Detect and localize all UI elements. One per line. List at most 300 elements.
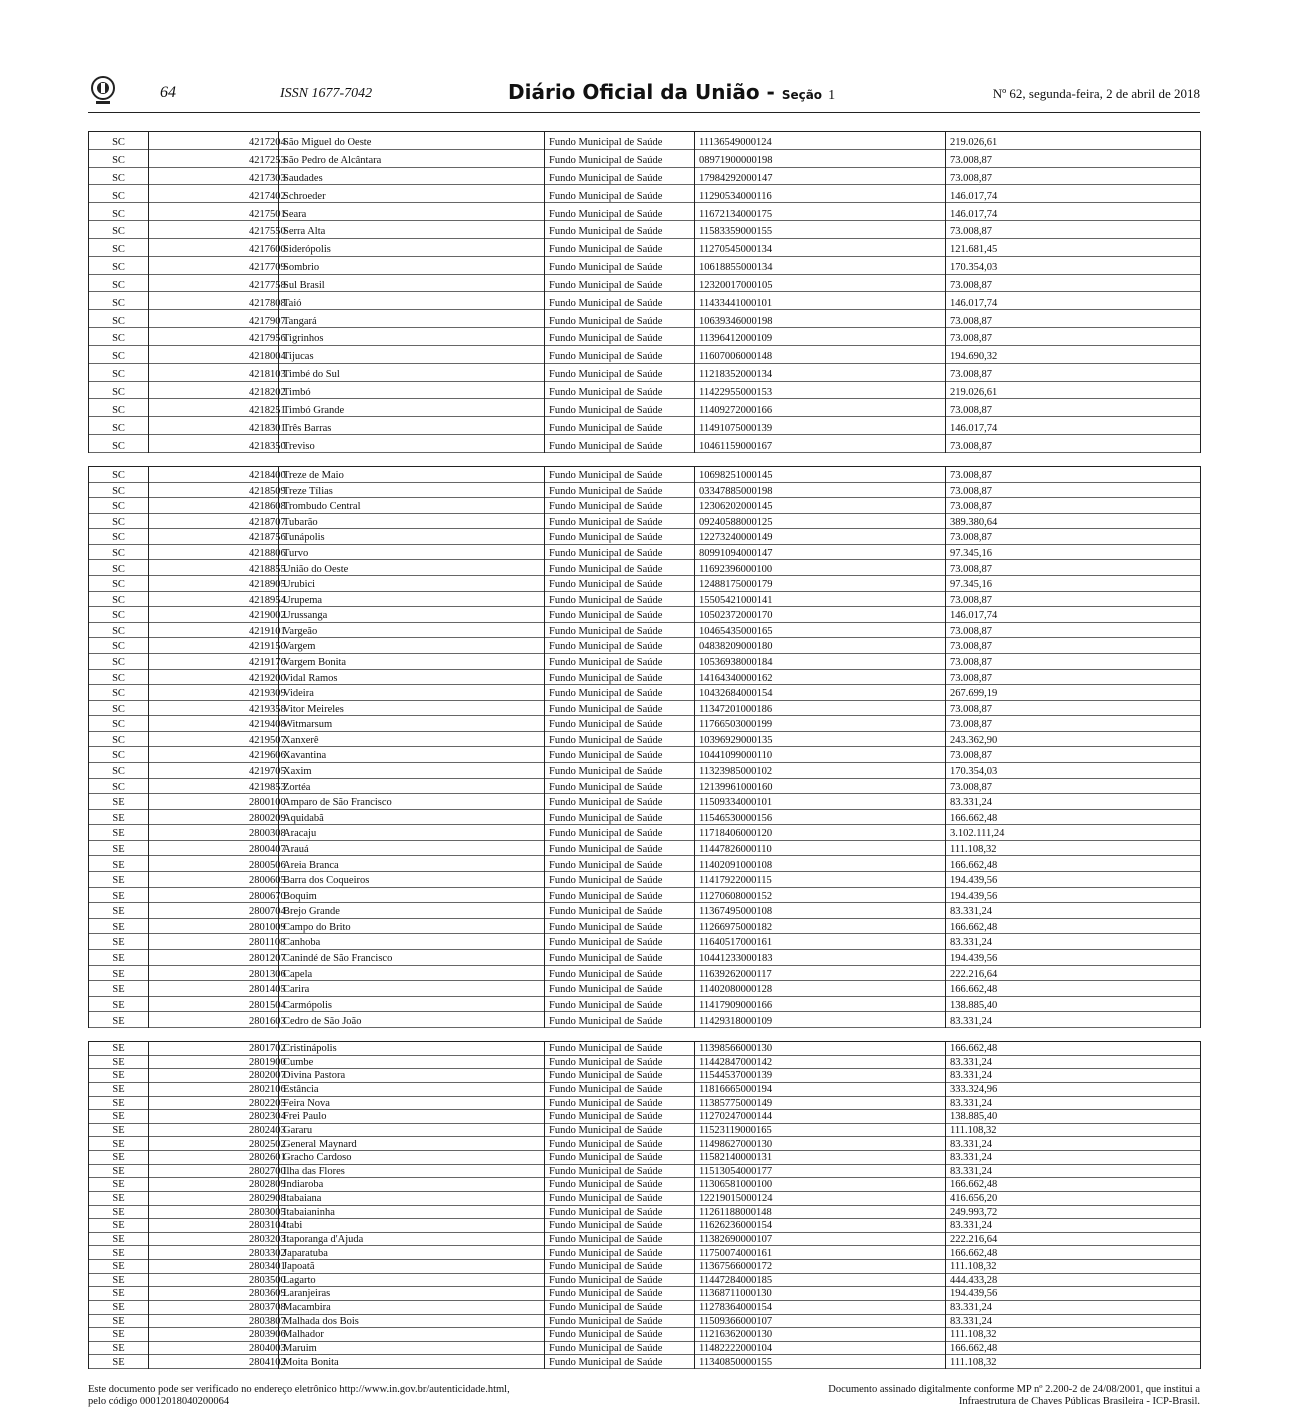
fund-name-cell: Fundo Municipal de Saúde [545, 669, 695, 685]
ibge-code-cell: 4219507 [149, 731, 279, 747]
amount-cell: 73.008,87 [946, 529, 1201, 545]
ibge-code-cell: 4218004 [149, 345, 279, 363]
cnpj-cell: 11491075000139 [695, 417, 946, 435]
amount-cell: 194.439,56 [946, 1287, 1201, 1301]
municipality-cell: Urubici [279, 576, 545, 592]
fund-name-cell: Fundo Municipal de Saúde [545, 903, 695, 919]
amount-cell: 138.885,40 [946, 1110, 1201, 1124]
table-row [89, 996, 1201, 1012]
fund-name-cell: Fundo Municipal de Saúde [545, 762, 695, 778]
issn: ISSN 1677-7042 [280, 86, 373, 101]
cnpj-cell: 11385775000149 [695, 1096, 946, 1110]
table-row [89, 1273, 1201, 1287]
uf-cell: SE [89, 981, 149, 997]
cnpj-cell: 11417909000166 [695, 996, 946, 1012]
municipality-cell: Seara [279, 203, 545, 221]
fund-name-cell: Fundo Municipal de Saúde [545, 825, 695, 841]
amount-cell: 146.017,74 [946, 607, 1201, 623]
municipality-cell: Timbó Grande [279, 399, 545, 417]
ibge-code-cell: 4217550 [149, 221, 279, 239]
municipality-cell: Tubarão [279, 513, 545, 529]
fund-name-cell: Fundo Municipal de Saúde [545, 399, 695, 417]
ibge-code-cell: 4218301 [149, 417, 279, 435]
cnpj-cell: 11816665000194 [695, 1082, 946, 1096]
municipality-cell: Arauá [279, 840, 545, 856]
cnpj-cell: 10502372000170 [695, 607, 946, 623]
municipality-cell: São Pedro de Alcântara [279, 149, 545, 167]
municipality-cell: Macambira [279, 1300, 545, 1314]
fund-name-cell: Fundo Municipal de Saúde [545, 965, 695, 981]
uf-cell: SE [89, 825, 149, 841]
municipality-cell: Xavantina [279, 747, 545, 763]
fund-name-cell: Fundo Municipal de Saúde [545, 1273, 695, 1287]
municipality-cell: Amparo de São Francisco [279, 794, 545, 810]
municipality-cell: Capela [279, 965, 545, 981]
table-row [89, 1205, 1201, 1219]
cnpj-cell: 10698251000145 [695, 467, 946, 483]
uf-cell: SC [89, 292, 149, 310]
table-row [89, 1355, 1201, 1369]
municipality-cell: Aracaju [279, 825, 545, 841]
municipality-cell: União do Oeste [279, 560, 545, 576]
ibge-code-cell: 2800209 [149, 809, 279, 825]
ibge-code-cell: 4218806 [149, 544, 279, 560]
municipality-cell: Trombudo Central [279, 498, 545, 514]
section-word: Seção [781, 88, 823, 102]
fund-name-cell: Fundo Municipal de Saúde [545, 1055, 695, 1069]
uf-cell: SE [89, 1082, 149, 1096]
ibge-code-cell: 2802403 [149, 1123, 279, 1137]
amount-cell: 73.008,87 [946, 669, 1201, 685]
amount-cell: 73.008,87 [946, 747, 1201, 763]
ibge-code-cell: 2800704 [149, 903, 279, 919]
transfer-table-2 [88, 466, 1201, 1028]
municipality-cell: Aquidabã [279, 809, 545, 825]
fund-name-cell: Fundo Municipal de Saúde [545, 274, 695, 292]
uf-cell: SE [89, 1178, 149, 1192]
table-row [89, 1055, 1201, 1069]
table-row [89, 513, 1201, 529]
transfer-table-3 [88, 1041, 1201, 1369]
amount-cell: 111.108,32 [946, 1328, 1201, 1342]
uf-cell: SE [89, 965, 149, 981]
cnpj-cell: 11672134000175 [695, 203, 946, 221]
municipality-cell: Campo do Brito [279, 918, 545, 934]
table-row [89, 221, 1201, 239]
municipality-cell: Timbé do Sul [279, 363, 545, 381]
fund-name-cell: Fundo Municipal de Saúde [545, 1205, 695, 1219]
uf-cell: SE [89, 1232, 149, 1246]
table-row [89, 381, 1201, 399]
cnpj-cell: 11583359000155 [695, 221, 946, 239]
uf-cell: SC [89, 529, 149, 545]
fund-name-cell: Fundo Municipal de Saúde [545, 1012, 695, 1028]
table-row [89, 132, 1201, 150]
ibge-code-cell: 4219358 [149, 700, 279, 716]
uf-cell: SE [89, 1260, 149, 1274]
cnpj-cell: 11447284000185 [695, 1273, 946, 1287]
amount-cell: 389.380,64 [946, 513, 1201, 529]
table-row [89, 762, 1201, 778]
cnpj-cell: 11218352000134 [695, 363, 946, 381]
cnpj-cell: 11640517000161 [695, 934, 946, 950]
amount-cell: 194.439,56 [946, 949, 1201, 965]
table-row [89, 498, 1201, 514]
ibge-code-cell: 4219176 [149, 653, 279, 669]
fund-name-cell: Fundo Municipal de Saúde [545, 1246, 695, 1260]
cnpj-cell: 11266975000182 [695, 918, 946, 934]
uf-cell: SC [89, 417, 149, 435]
table-row [89, 274, 1201, 292]
cnpj-cell: 11396412000109 [695, 328, 946, 346]
uf-cell: SE [89, 918, 149, 934]
cnpj-cell: 15505421000141 [695, 591, 946, 607]
fund-name-cell: Fundo Municipal de Saúde [545, 256, 695, 274]
municipality-cell: Turvo [279, 544, 545, 560]
uf-cell: SC [89, 381, 149, 399]
fund-name-cell: Fundo Municipal de Saúde [545, 981, 695, 997]
amount-cell: 73.008,87 [946, 399, 1201, 417]
amount-cell: 73.008,87 [946, 363, 1201, 381]
ibge-code-cell: 2800506 [149, 856, 279, 872]
fund-name-cell: Fundo Municipal de Saúde [545, 856, 695, 872]
fund-name-cell: Fundo Municipal de Saúde [545, 934, 695, 950]
cnpj-cell: 11442847000142 [695, 1055, 946, 1069]
ibge-code-cell: 4219309 [149, 685, 279, 701]
cnpj-cell: 11429318000109 [695, 1012, 946, 1028]
uf-cell: SC [89, 221, 149, 239]
uf-cell: SC [89, 653, 149, 669]
ibge-code-cell: 2803005 [149, 1205, 279, 1219]
table-row [89, 149, 1201, 167]
cnpj-cell: 10396929000135 [695, 731, 946, 747]
municipality-cell: Saudades [279, 167, 545, 185]
ibge-code-cell: 4219101 [149, 622, 279, 638]
table-row [89, 794, 1201, 810]
cnpj-cell: 11718406000120 [695, 825, 946, 841]
uf-cell: SC [89, 256, 149, 274]
ibge-code-cell: 4218400 [149, 467, 279, 483]
fund-name-cell: Fundo Municipal de Saúde [545, 132, 695, 150]
municipality-cell: Zortéa [279, 778, 545, 794]
uf-cell: SC [89, 363, 149, 381]
ibge-code-cell: 4217709 [149, 256, 279, 274]
fund-name-cell: Fundo Municipal de Saúde [545, 918, 695, 934]
ibge-code-cell: 4218855 [149, 560, 279, 576]
uf-cell: SC [89, 238, 149, 256]
ibge-code-cell: 2804003 [149, 1341, 279, 1355]
uf-cell: SC [89, 622, 149, 638]
table-row [89, 1069, 1201, 1083]
masthead-dash: - [759, 80, 782, 104]
ibge-code-cell: 4217303 [149, 167, 279, 185]
ibge-code-cell: 4217253 [149, 149, 279, 167]
uf-cell: SE [89, 809, 149, 825]
municipality-cell: Estância [279, 1082, 545, 1096]
fund-name-cell: Fundo Municipal de Saúde [545, 238, 695, 256]
fund-name-cell: Fundo Municipal de Saúde [545, 381, 695, 399]
municipality-cell: Xanxerê [279, 731, 545, 747]
cnpj-cell: 10465435000165 [695, 622, 946, 638]
table-row [89, 482, 1201, 498]
ibge-code-cell: 4218350 [149, 435, 279, 453]
fund-name-cell: Fundo Municipal de Saúde [545, 809, 695, 825]
fund-name-cell: Fundo Municipal de Saúde [545, 872, 695, 888]
amount-cell: 73.008,87 [946, 467, 1201, 483]
uf-cell: SC [89, 591, 149, 607]
municipality-cell: Canhoba [279, 934, 545, 950]
amount-cell: 166.662,48 [946, 1341, 1201, 1355]
transfer-table-1 [88, 131, 1201, 453]
amount-cell: 83.331,24 [946, 794, 1201, 810]
cnpj-cell: 11367566000172 [695, 1260, 946, 1274]
amount-cell: 111.108,32 [946, 1355, 1201, 1369]
uf-cell: SE [89, 1012, 149, 1028]
ibge-code-cell: 4218608 [149, 498, 279, 514]
amount-cell: 73.008,87 [946, 778, 1201, 794]
cnpj-cell: 11692396000100 [695, 560, 946, 576]
table-row [89, 1123, 1201, 1137]
municipality-cell: São Miguel do Oeste [279, 132, 545, 150]
fund-name-cell: Fundo Municipal de Saúde [545, 1191, 695, 1205]
cnpj-cell: 03347885000198 [695, 482, 946, 498]
municipality-cell: Tangará [279, 310, 545, 328]
ibge-code-cell: 2800670 [149, 887, 279, 903]
ibge-code-cell: 2800308 [149, 825, 279, 841]
municipality-cell: Vargem Bonita [279, 653, 545, 669]
fund-name-cell: Fundo Municipal de Saúde [545, 840, 695, 856]
uf-cell: SC [89, 185, 149, 203]
amount-cell: 83.331,24 [946, 1151, 1201, 1165]
municipality-cell: Malhada dos Bois [279, 1314, 545, 1328]
municipality-cell: Vidal Ramos [279, 669, 545, 685]
page-header [88, 80, 1200, 113]
uf-cell: SE [89, 1055, 149, 1069]
fund-name-cell: Fundo Municipal de Saúde [545, 1082, 695, 1096]
municipality-cell: Frei Paulo [279, 1110, 545, 1124]
amount-cell: 83.331,24 [946, 1012, 1201, 1028]
cnpj-cell: 11546530000156 [695, 809, 946, 825]
amount-cell: 73.008,87 [946, 638, 1201, 654]
amount-cell: 249.993,72 [946, 1205, 1201, 1219]
uf-cell: SE [89, 1096, 149, 1110]
table-row [89, 1191, 1201, 1205]
ibge-code-cell: 2801900 [149, 1055, 279, 1069]
cnpj-cell: 17984292000147 [695, 167, 946, 185]
table-row [89, 435, 1201, 453]
ibge-code-cell: 2801405 [149, 981, 279, 997]
footer-right-line: Documento assinado digitalmente conforme MP nº 2.200-2 de 24/08/2001, que institui a [828, 1384, 1200, 1395]
table-row [89, 1219, 1201, 1233]
fund-name-cell: Fundo Municipal de Saúde [545, 1341, 695, 1355]
cnpj-cell: 10639346000198 [695, 310, 946, 328]
uf-cell: SC [89, 747, 149, 763]
table-row [89, 638, 1201, 654]
fund-name-cell: Fundo Municipal de Saúde [545, 149, 695, 167]
cnpj-cell: 80991094000147 [695, 544, 946, 560]
fund-name-cell: Fundo Municipal de Saúde [545, 794, 695, 810]
municipality-cell: Xaxim [279, 762, 545, 778]
amount-cell: 73.008,87 [946, 310, 1201, 328]
fund-name-cell: Fundo Municipal de Saúde [545, 1164, 695, 1178]
ibge-code-cell: 2801504 [149, 996, 279, 1012]
amount-cell: 170.354,03 [946, 762, 1201, 778]
uf-cell: SE [89, 856, 149, 872]
amount-cell: 222.216,64 [946, 1232, 1201, 1246]
ibge-code-cell: 4218954 [149, 591, 279, 607]
ibge-code-cell: 2800605 [149, 872, 279, 888]
uf-cell: SE [89, 1164, 149, 1178]
ibge-code-cell: 2803203 [149, 1232, 279, 1246]
amount-cell: 83.331,24 [946, 934, 1201, 950]
ibge-code-cell: 4217402 [149, 185, 279, 203]
fund-name-cell: Fundo Municipal de Saúde [545, 482, 695, 498]
amount-cell: 73.008,87 [946, 328, 1201, 346]
cnpj-cell: 11509366000107 [695, 1314, 946, 1328]
fund-name-cell: Fundo Municipal de Saúde [545, 731, 695, 747]
ibge-code-cell: 2800100 [149, 794, 279, 810]
cnpj-cell: 11398566000130 [695, 1042, 946, 1056]
municipality-cell: Feira Nova [279, 1096, 545, 1110]
cnpj-cell: 11290534000116 [695, 185, 946, 203]
table-row [89, 529, 1201, 545]
uf-cell: SC [89, 203, 149, 221]
ibge-code-cell: 2804102 [149, 1355, 279, 1369]
uf-cell: SC [89, 513, 149, 529]
uf-cell: SE [89, 1123, 149, 1137]
amount-cell: 219.026,61 [946, 132, 1201, 150]
fund-name-cell: Fundo Municipal de Saúde [545, 292, 695, 310]
fund-name-cell: Fundo Municipal de Saúde [545, 435, 695, 453]
cnpj-cell: 08971900000198 [695, 149, 946, 167]
uf-cell: SC [89, 669, 149, 685]
table-row [89, 167, 1201, 185]
uf-cell: SE [89, 1191, 149, 1205]
cnpj-cell: 11368711000130 [695, 1287, 946, 1301]
municipality-cell: Tijucas [279, 345, 545, 363]
amount-cell: 73.008,87 [946, 591, 1201, 607]
municipality-cell: Canindé de São Francisco [279, 949, 545, 965]
ibge-code-cell: 2802700 [149, 1164, 279, 1178]
municipality-cell: Moita Bonita [279, 1355, 545, 1369]
uf-cell: SC [89, 560, 149, 576]
cnpj-cell: 11402080000128 [695, 981, 946, 997]
table-row [89, 981, 1201, 997]
municipality-cell: Lagarto [279, 1273, 545, 1287]
ibge-code-cell: 2801108 [149, 934, 279, 950]
municipality-cell: Japaratuba [279, 1246, 545, 1260]
ibge-code-cell: 4217501 [149, 203, 279, 221]
cnpj-cell: 11270545000134 [695, 238, 946, 256]
cnpj-cell: 11433441000101 [695, 292, 946, 310]
amount-cell: 73.008,87 [946, 167, 1201, 185]
cnpj-cell: 10461159000167 [695, 435, 946, 453]
table-row [89, 1300, 1201, 1314]
footer-left-line: pelo código 00012018040200064 [88, 1396, 230, 1407]
uf-cell: SC [89, 685, 149, 701]
cnpj-cell: 11498627000130 [695, 1137, 946, 1151]
fund-name-cell: Fundo Municipal de Saúde [545, 1287, 695, 1301]
municipality-cell: Gracho Cardoso [279, 1151, 545, 1165]
table-row [89, 856, 1201, 872]
amount-cell: 121.681,45 [946, 238, 1201, 256]
municipality-cell: Japoatã [279, 1260, 545, 1274]
table-row [89, 622, 1201, 638]
amount-cell: 111.108,32 [946, 840, 1201, 856]
cnpj-cell: 11447826000110 [695, 840, 946, 856]
amount-cell: 138.885,40 [946, 996, 1201, 1012]
amount-cell: 83.331,24 [946, 1219, 1201, 1233]
uf-cell: SE [89, 840, 149, 856]
uf-cell: SC [89, 700, 149, 716]
table-row [89, 747, 1201, 763]
ibge-code-cell: 4219853 [149, 778, 279, 794]
table-row [89, 1246, 1201, 1260]
amount-cell: 83.331,24 [946, 903, 1201, 919]
cnpj-cell: 10618855000134 [695, 256, 946, 274]
uf-cell: SC [89, 498, 149, 514]
fund-name-cell: Fundo Municipal de Saúde [545, 363, 695, 381]
ibge-code-cell: 2802007 [149, 1069, 279, 1083]
municipality-cell: Areia Branca [279, 856, 545, 872]
masthead-title [508, 80, 835, 104]
fund-name-cell: Fundo Municipal de Saúde [545, 1042, 695, 1056]
uf-cell: SC [89, 467, 149, 483]
municipality-cell: Itabaiana [279, 1191, 545, 1205]
cnpj-cell: 11750074000161 [695, 1246, 946, 1260]
table-row [89, 1178, 1201, 1192]
ibge-code-cell: 2802205 [149, 1096, 279, 1110]
table-row [89, 1042, 1201, 1056]
amount-cell: 166.662,48 [946, 981, 1201, 997]
table-row [89, 292, 1201, 310]
cnpj-cell: 11509334000101 [695, 794, 946, 810]
uf-cell: SE [89, 1042, 149, 1056]
amount-cell: 333.324,96 [946, 1082, 1201, 1096]
cnpj-cell: 11409272000166 [695, 399, 946, 417]
fund-name-cell: Fundo Municipal de Saúde [545, 417, 695, 435]
ibge-code-cell: 2803104 [149, 1219, 279, 1233]
table-row [89, 1012, 1201, 1028]
cnpj-cell: 11582140000131 [695, 1151, 946, 1165]
fund-name-cell: Fundo Municipal de Saúde [545, 203, 695, 221]
fund-name-cell: Fundo Municipal de Saúde [545, 996, 695, 1012]
uf-cell: SE [89, 996, 149, 1012]
table-row [89, 1287, 1201, 1301]
ibge-code-cell: 4218202 [149, 381, 279, 399]
table-row [89, 825, 1201, 841]
table-row [89, 345, 1201, 363]
fund-name-cell: Fundo Municipal de Saúde [545, 467, 695, 483]
uf-cell: SE [89, 949, 149, 965]
ibge-code-cell: 2802908 [149, 1191, 279, 1205]
fund-name-cell: Fundo Municipal de Saúde [545, 1232, 695, 1246]
ibge-code-cell: 4218251 [149, 399, 279, 417]
amount-cell: 166.662,48 [946, 1042, 1201, 1056]
ibge-code-cell: 2802106 [149, 1082, 279, 1096]
ibge-code-cell: 2803609 [149, 1287, 279, 1301]
table-row [89, 1232, 1201, 1246]
cnpj-cell: 10441233000183 [695, 949, 946, 965]
table-row [89, 363, 1201, 381]
cnpj-cell: 09240588000125 [695, 513, 946, 529]
municipality-cell: Cristinápolis [279, 1042, 545, 1056]
page-number: 64 [160, 84, 176, 101]
amount-cell: 166.662,48 [946, 856, 1201, 872]
uf-cell: SC [89, 328, 149, 346]
uf-cell: SE [89, 1355, 149, 1369]
table-row [89, 840, 1201, 856]
